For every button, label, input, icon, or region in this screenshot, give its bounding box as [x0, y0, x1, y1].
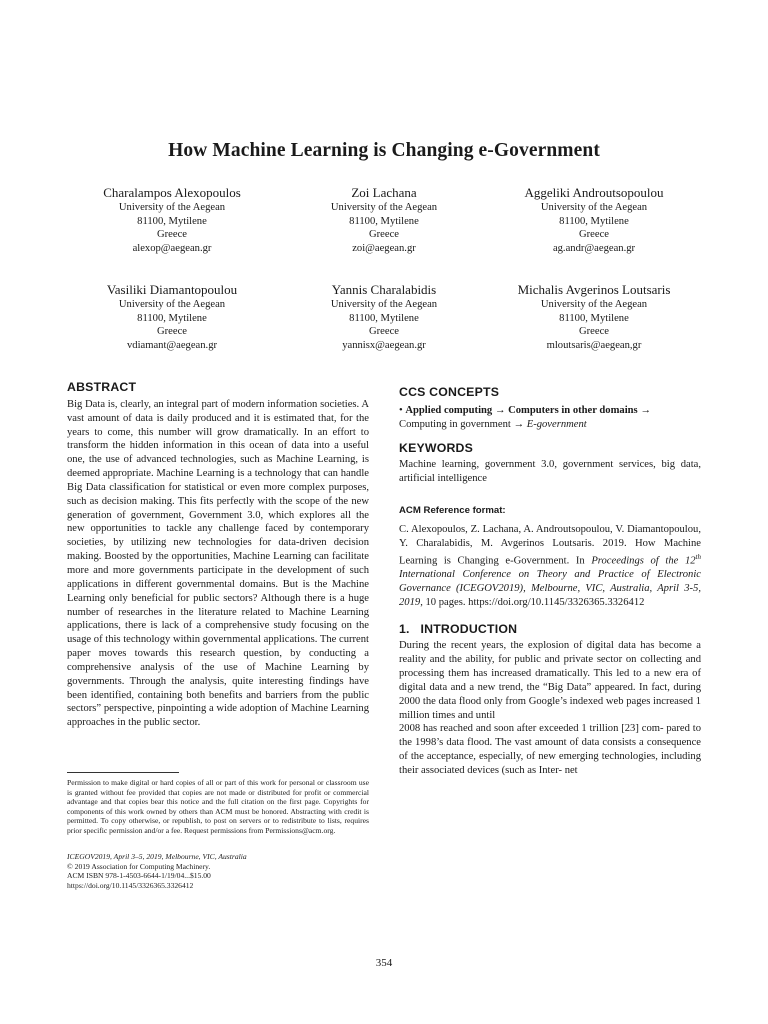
author-email: zoi@aegean.gr [352, 242, 416, 254]
author-affiliation: University of the Aegean [118, 299, 226, 310]
ccs-bold-part: Applied computing → Computers in other domains → [405, 404, 651, 416]
author-email: mloutsaris@aegean,gr [546, 339, 642, 351]
reference-heading: ACM Reference format: [399, 505, 506, 517]
author-postal: 81100, Mytilene [559, 312, 629, 324]
abstract-heading: ABSTRACT [67, 380, 137, 394]
author-email: ag.andr@aegean.gr [552, 242, 636, 254]
paper-title: How Machine Learning is Changing e-Government [168, 140, 600, 161]
reference-proceedings-b: International Conference on Theory and Practice of Electronic Governance (ICEGOV2019), Melbourne, VIC, Australia, April 3-5, 2019 [399, 568, 701, 608]
ccs-heading: CCS CONCEPTS [399, 385, 500, 399]
right-column [399, 386, 701, 778]
footnote-divider [67, 772, 179, 773]
author-affiliation: University of the Aegean [540, 202, 648, 213]
author-country: Greece [157, 229, 187, 241]
author-affiliation: University of the Aegean [330, 202, 438, 213]
introduction-heading: 1. INTRODUCTION [399, 621, 518, 636]
author-email: vdiamant@aegean.gr [126, 339, 218, 351]
author-block-6 [474, 282, 714, 352]
author-name: Vasiliki Diamantopoulou [106, 282, 238, 297]
abstract-text: Big Data is, clearly, an integral part of modern information societies. A vast amount of data is daily produced and it is estimated that, for the years to come, this number will grow dramatically. In an effort to transform the hidden information in this ocean of data into a useful one, the use of advanced technologies, such as Machine Learning, is deemed appropriate. Machine Learning is a technology that can handle Big Data classification for statistical or even more complex purposes, such as decision making. This fits perfectly with the scope of the new generation of government, Government 3.0, which explores all the new opportunities to tackle any challenge faced by contemporary societies, by utilizing new technologies for data-driven decision making. Boosted by the opportunities, Machine Learning can facilitate more and more governments participate in the development of such applications in different governmental domains. But is the Machine Learning only beneficial for public sectors? Although there is a huge number of researches in the literature related to Machine Learning applications, there is lack of a comprehensive study focusing on the usage of this technology within governmental applications. The current paper moves towards this research question, by conducting a comprehensive analysis of the use of Machine Learning by governments. Through the analysis, quite interesting findings have been identified, containing both benefits and barriers from the public sectors” perspective, pinpointing a wide adoption of Machine Learning approaches in the public sector. [67, 398, 369, 729]
author-country: Greece [369, 326, 399, 338]
author-postal: 81100, Mytilene [349, 215, 419, 227]
author-block-3 [474, 185, 714, 255]
author-name: Zoi Lachana [351, 185, 417, 200]
ccs-concepts [399, 404, 701, 432]
reference-authors: C. Alexopoulos, Z. Lachana, A. Androutsopoulou, V. Diamantopoulou, Y. Charalabidis, M. Avgerinos Loutsaris. 2019. How Machine Learning is Changing e-Government. In [399, 523, 701, 567]
author-affiliation: University of the Aegean [540, 299, 648, 310]
author-postal: 81100, Mytilene [137, 215, 207, 227]
ccs-normal-part: Computing in government → [399, 418, 527, 430]
permission-notice: Permission to make digital or hard copies of all or part of this work for personal or classroom use is granted without fee provided that copies are not made or distributed for profit or commercial advantage and that copies bear this notice and the full citation on the first page. Copyrights for components of this work owned by others than ACM must be honored. Abstracting with credit is permitted. To copy otherwise, or republish, to post on servers or to redistribute to lists, requires prior specific permission and/or a fee. Request permissions from Permissions@acm.org. [67, 778, 369, 835]
author-name: Yannis Charalabidis [331, 282, 437, 297]
author-block-5 [264, 282, 504, 352]
reference-tail: , 10 pages. https://doi.org/10.1145/3326365.3326412 [420, 596, 645, 608]
author-name: Charalampos Alexopoulos [103, 185, 241, 200]
author-block-1 [52, 185, 292, 255]
reference-text [399, 523, 701, 610]
copyright-line: © 2019 Association for Computing Machinery. [67, 861, 211, 871]
reference-proceedings-a: Proceedings of the 12 [591, 555, 696, 567]
author-name: Michalis Avgerinos Loutsaris [517, 282, 671, 297]
author-affiliation: University of the Aegean [118, 202, 226, 213]
author-email: yannisx@aegean.gr [342, 339, 426, 351]
author-email: alexop@aegean.gr [132, 242, 212, 254]
publication-info [67, 852, 369, 890]
author-country: Greece [579, 229, 609, 241]
keywords-text: Machine learning, government 3.0, government services, big data, artificial intelligence [399, 459, 701, 485]
doi-line: https://doi.org/10.1145/3326365.3326412 [67, 880, 194, 890]
conference-line: ICEGOV2019, April 3–5, 2019, Melbourne, VIC, Australia [67, 852, 247, 861]
left-column [67, 381, 369, 730]
author-postal: 81100, Mytilene [559, 215, 629, 227]
author-block-2 [264, 185, 504, 255]
author-postal: 81100, Mytilene [137, 312, 207, 324]
introduction-paragraph-2: 2008 has reached and soon after exceeded 1 trillion [23] com- pared to the 1998’s data flood. The vast amount of data consists a consequence of the acceptance, especially, of new emerging technologies, including their associated devices (such as Inter- net [399, 723, 701, 776]
ccs-bullet: • [399, 404, 403, 416]
keywords-heading: KEYWORDS [399, 440, 474, 455]
author-name: Aggeliki Androutsopoulou [524, 185, 664, 200]
author-postal: 81100, Mytilene [349, 312, 419, 324]
author-country: Greece [579, 326, 609, 338]
reference-proceedings-sup: th [695, 552, 701, 561]
introduction-paragraph-1: During the recent years, the explosion of digital data has become a reality and the ability, for public and private sector on collecting and processing them has increased dramatically. This led to a new era of digital data and a new trend, the “Big Data” appeared. In fact, during 2000 the data flood only from Google’s indexed web pages increased 1 million times and until [399, 640, 701, 721]
author-country: Greece [157, 326, 187, 338]
isbn-line: ACM ISBN 978-1-4503-6644-1/19/04...$15.00 [67, 871, 211, 881]
ccs-italic-part: E-government [526, 418, 587, 430]
author-country: Greece [369, 229, 399, 241]
page-number: 354 [375, 957, 393, 969]
author-affiliation: University of the Aegean [330, 299, 438, 310]
author-block-4 [52, 282, 292, 352]
